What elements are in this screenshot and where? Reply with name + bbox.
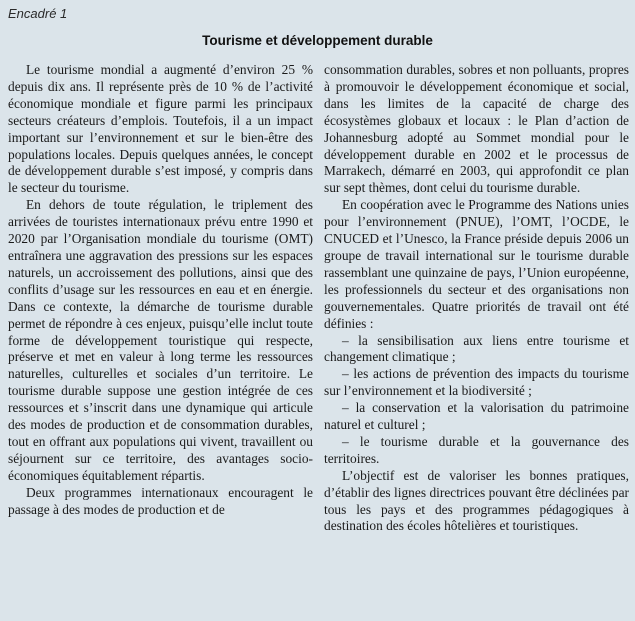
right-column xyxy=(324,62,629,535)
list-item: – les actions de prévention des impacts du tourisme sur l’environnement et la biodiversité ; xyxy=(324,366,629,399)
paragraph-continued: consommation durables, sobres et non polluants, propres à promouvoir le développement économique et social, dans les limites de la capacité de charge des écosystèmes globaux et locaux : le Plan d’action de Johannesburg adopté au Sommet mondial pour le développement durable en 2002 et le processus de Marrakech, démarré en 2003, qui approfondit ce plan sur sept thèmes, dont celui du tourisme durable. xyxy=(324,62,629,196)
box-label: Encadré 1 xyxy=(8,6,68,21)
paragraph: Deux programmes internationaux encouragent le passage à des modes de production et de xyxy=(8,484,313,517)
paragraph: Le tourisme mondial a augmenté d’environ 25 % depuis dix ans. Il représente près de 10 % de l’activité économique mondiale et figure parmi les principaux secteurs créateurs d’emplois. Toutefois, il a un impact important sur l’environnement et sur le bien-être des populations locales. Depuis quelques années, le concept de développement durable s’est imposé, y compris dans le secteur du tourisme. xyxy=(8,62,313,196)
list-item: – la sensibilisation aux liens entre tourisme et changement climatique ; xyxy=(324,332,629,365)
list-item: – le tourisme durable et la gouvernance des territoires. xyxy=(324,433,629,466)
left-column xyxy=(8,62,313,518)
paragraph: L’objectif est de valoriser les bonnes pratiques, d’établir des lignes directrices pouvant être déclinées par tous les pays et des programmes pédagogiques à destination des écoles hôtelières et touristiques. xyxy=(324,467,629,534)
box-title: Tourisme et développement durable xyxy=(202,33,433,48)
list-item: – la conservation et la valorisation du patrimoine naturel et culturel ; xyxy=(324,400,629,433)
paragraph: En coopération avec le Programme des Nations unies pour l’environnement (PNUE), l’OMT, l’OCDE, le CNUCED et l’Unesco, la France préside depuis 2006 un groupe de travail international sur le tourisme durable rassemblant une quinzaine de pays, l’Union européenne, les professionnels du secteur et des organisations non gouvernementales. Quatre priorités de travail ont été définies : xyxy=(324,197,629,331)
paragraph: En dehors de toute régulation, le triplement des arrivées de touristes internationaux prévu entre 1990 et 2020 par l’Organisation mondiale du tourisme (OMT) entraînera une aggravation des pressions sur les espaces naturels, un accroissement des pollutions, ainsi que des conflits d’usage sur les ressources en eau et en énergie. Dans ce contexte, la démarche de tourisme durable permet de répondre à ces enjeux, puisqu’elle inclut toute forme de développement touristique qui respecte, préserve et met en valeur à long terme les ressources naturelles, culturelles et sociales d’un territoire. Le tourisme durable suppose une gestion intégrée de ces ressources et s’inscrit dans une dynamique qui articule des modes de production et de consommation durables, tout en offrant aux populations qui vivent, travaillent ou séjournent sur ce territoire, des avantages socio-économiques équitablement répartis. xyxy=(8,197,313,483)
